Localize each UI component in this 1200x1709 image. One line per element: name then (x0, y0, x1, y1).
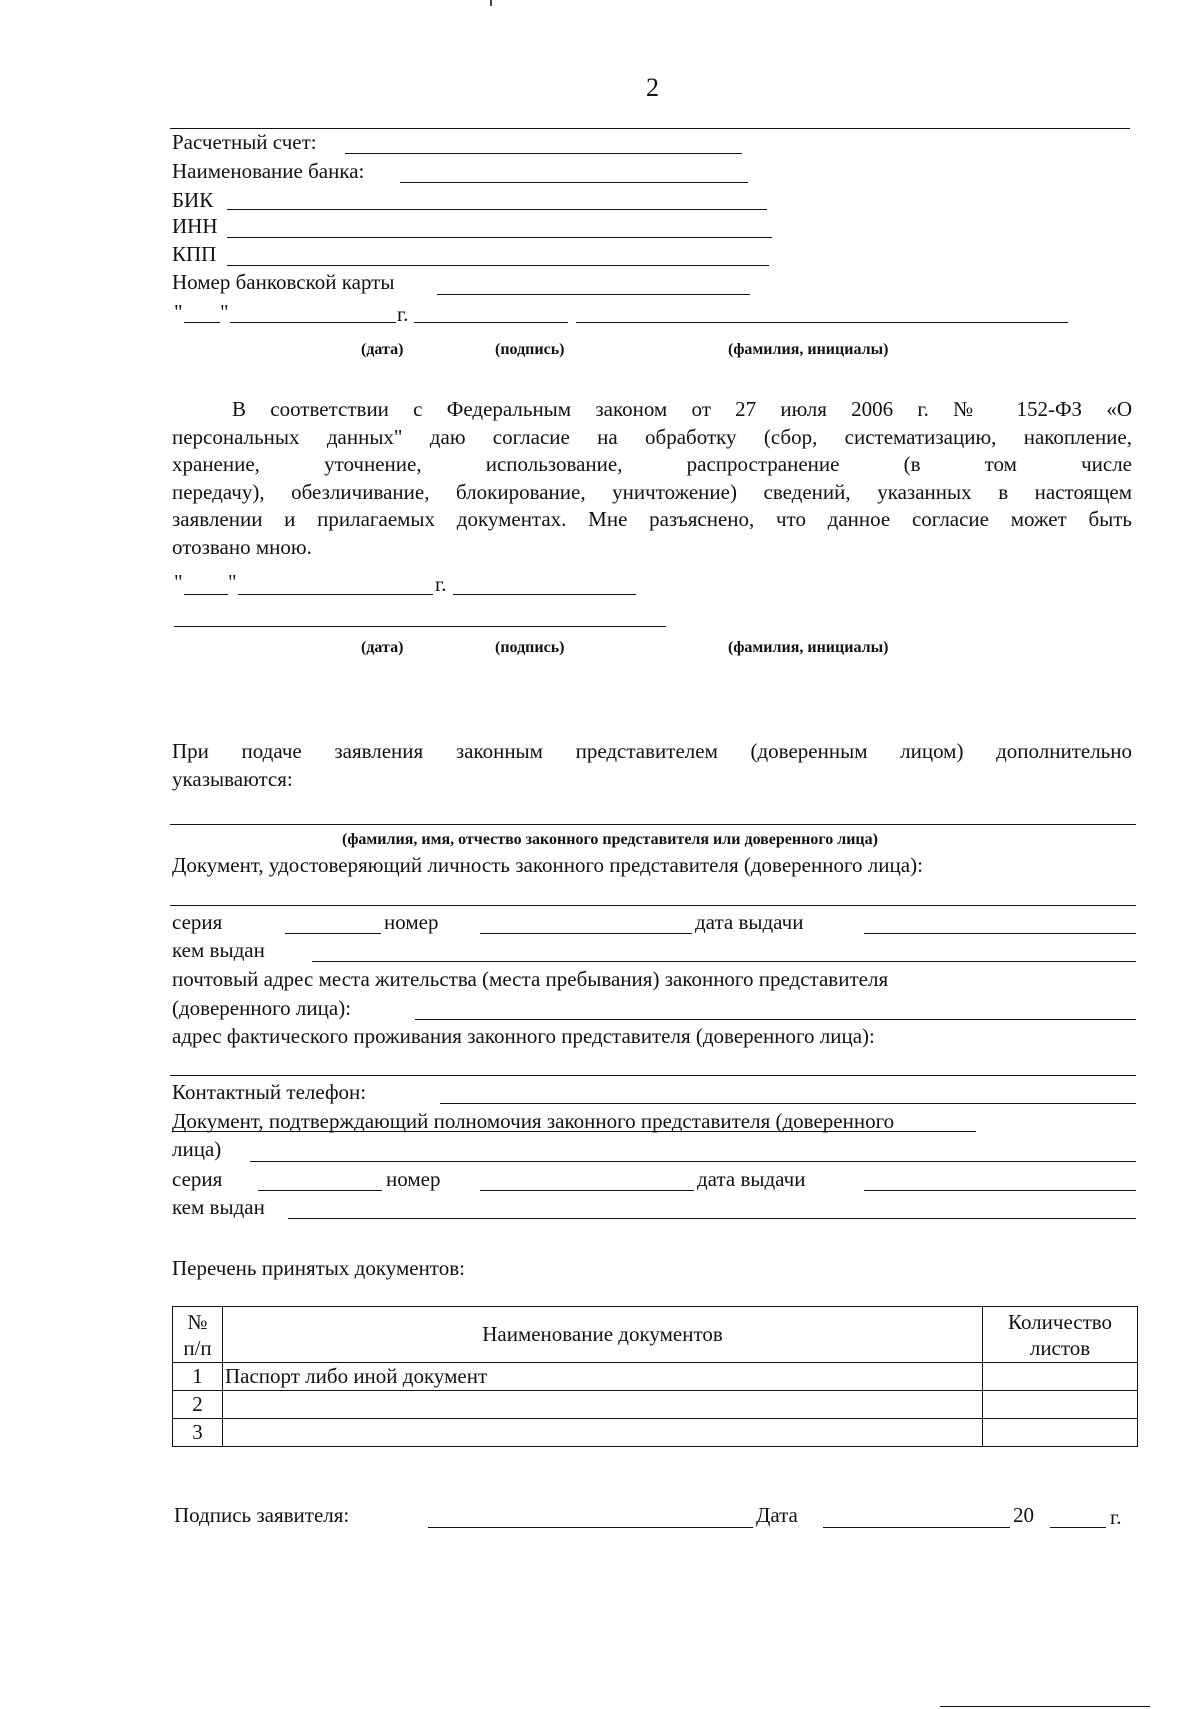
quote-left: " (174, 300, 183, 324)
row-num: 3 (173, 1419, 223, 1447)
consent-quote-left: " (174, 570, 183, 594)
header-sheets (983, 1307, 1138, 1363)
issue-date-label: дата выдачи (695, 910, 804, 934)
consent-paragraph (172, 396, 1132, 561)
issue-date-field-2[interactable] (864, 1190, 1136, 1191)
representative-name-caption: (фамилия, имя, отчество законного представителя или доверенного лица) (342, 831, 878, 848)
actual-address-field[interactable] (170, 1075, 1136, 1076)
row-sheets[interactable] (983, 1363, 1138, 1391)
row-name[interactable] (222, 1419, 982, 1447)
account-field[interactable] (345, 153, 742, 154)
issue-date-label-2: дата выдачи (697, 1167, 806, 1191)
issue-date-field[interactable] (864, 933, 1136, 934)
consent-year-mark: г. (435, 572, 447, 596)
date-label: Дата (756, 1503, 798, 1527)
caption-date: (дата) (361, 341, 404, 358)
number-label-2: номер (386, 1167, 441, 1191)
table-row (173, 1391, 1138, 1419)
table-row (173, 1419, 1138, 1447)
scan-mark (490, 0, 492, 6)
id-doc-label: Документ, удостоверяющий личность законного представителя (доверенного лица): (172, 853, 923, 877)
kpp-field[interactable] (227, 265, 769, 266)
number-label: номер (384, 910, 439, 934)
authority-doc-label-1: Документ, подтверждающий полномочия законного представителя (доверенного (172, 1109, 895, 1133)
consent-caption-signature: (подпись) (495, 639, 565, 656)
series-field[interactable] (285, 933, 381, 934)
inn-label: ИНН (172, 214, 218, 238)
footer-year-mark: г. (1110, 1505, 1122, 1529)
name-initials-field[interactable] (576, 322, 1068, 323)
consent-line: хранение, уточнение, использование, распространение (в том числе (172, 452, 1132, 476)
account-label: Расчетный счет: (172, 130, 317, 154)
postal-address-label-1: почтовый адрес места жительства (места пребывания) законного представителя (172, 967, 889, 991)
intro-line: указываются: (172, 766, 293, 791)
phone-field[interactable] (440, 1103, 1136, 1104)
row-name[interactable]: Паспорт либо иной документ (222, 1363, 982, 1391)
consent-signature-field[interactable] (174, 626, 666, 627)
authority-doc-underline (172, 1131, 976, 1132)
row-name[interactable] (222, 1391, 982, 1419)
year-mark: г. (397, 302, 409, 326)
number-field-2[interactable] (480, 1190, 694, 1191)
inn-field[interactable] (227, 237, 772, 238)
century: 20 (1013, 1503, 1034, 1527)
header-num (173, 1307, 223, 1363)
representative-name-field[interactable] (170, 824, 1136, 825)
consent-line: заявлении и прилагаемых документах. Мне разъяснено, что данное согласие может быть (172, 507, 1132, 531)
header-sheets-line2: листов (1029, 1335, 1091, 1360)
actual-address-label: адрес фактического проживания законного представителя (доверенного лица): (172, 1024, 875, 1048)
row-sheets[interactable] (983, 1419, 1138, 1447)
row-sheets[interactable] (983, 1391, 1138, 1419)
consent-line: отозвано мною. (172, 534, 312, 559)
month-field[interactable] (230, 322, 396, 323)
series-field-2[interactable] (258, 1190, 382, 1191)
issued-by-label: кем выдан (172, 938, 265, 962)
header-num-line1: № (187, 1309, 208, 1334)
documents-heading: Перечень принятых документов: (172, 1256, 465, 1280)
bank-name-field[interactable] (400, 182, 748, 183)
bottom-rule (940, 1706, 1150, 1707)
card-field[interactable] (437, 294, 750, 295)
page-number: 2 (646, 73, 659, 102)
table-header-row (173, 1307, 1138, 1363)
top-rule (170, 128, 1130, 129)
bank-name-label: Наименование банка: (172, 159, 365, 183)
consent-caption-name: (фамилия, инициалы) (728, 639, 889, 656)
kpp-label: КПП (172, 242, 217, 266)
year-signature-field[interactable] (414, 322, 568, 323)
id-doc-field[interactable] (170, 905, 1136, 906)
applicant-signature-label: Подпись заявителя: (174, 1503, 350, 1527)
year-field[interactable] (1050, 1527, 1106, 1528)
day-field[interactable] (184, 322, 220, 323)
documents-table (172, 1306, 1138, 1447)
consent-line: передачу), обезличивание, блокирование, уничтожение) сведений, указанных в настоящем (172, 479, 1132, 504)
series-label: серия (172, 910, 223, 934)
representative-intro (172, 738, 1132, 793)
issued-by-field[interactable] (312, 961, 1136, 962)
authority-doc-field[interactable] (250, 1161, 1136, 1162)
consent-line: персональных данных" даю согласие на обработку (сбор, систематизацию, накопление, (172, 424, 1132, 449)
bik-field[interactable] (227, 209, 767, 210)
postal-address-label-2: (доверенного лица): (172, 996, 352, 1020)
row-num: 1 (173, 1363, 223, 1391)
header-name: Наименование документов (222, 1307, 982, 1363)
card-label: Номер банковской карты (172, 270, 395, 294)
number-field[interactable] (480, 933, 692, 934)
header-sheets-line1: Количество (1007, 1309, 1113, 1334)
phone-label: Контактный телефон: (172, 1080, 367, 1104)
bik-label: БИК (172, 188, 214, 212)
caption-signature: (подпись) (495, 341, 565, 358)
postal-address-field[interactable] (415, 1019, 1136, 1020)
row-num: 2 (173, 1391, 223, 1419)
consent-quote-right: " (228, 570, 237, 594)
caption-name: (фамилия, инициалы) (728, 341, 889, 358)
consent-caption-date: (дата) (361, 639, 404, 656)
issued-by-label-2: кем выдан (172, 1195, 265, 1219)
date-field[interactable] (823, 1527, 1010, 1528)
consent-day-field[interactable] (184, 594, 228, 595)
intro-line: При подаче заявления законным представителем (доверенным лицом) дополнительно (172, 739, 1132, 763)
issued-by-field-2[interactable] (288, 1218, 1136, 1219)
authority-doc-label-2: лица) (172, 1137, 222, 1161)
consent-line: В соответствии с Федеральным законом от 27 июля 2006 г. № 152-ФЗ «О (232, 397, 1132, 421)
header-num-line2: п/п (183, 1335, 212, 1360)
series-label-2: серия (172, 1167, 223, 1191)
consent-year-field[interactable] (453, 594, 636, 595)
consent-month-field[interactable] (238, 594, 433, 595)
table-row (173, 1363, 1138, 1391)
applicant-signature-field[interactable] (428, 1527, 753, 1528)
quote-right: " (220, 300, 229, 324)
